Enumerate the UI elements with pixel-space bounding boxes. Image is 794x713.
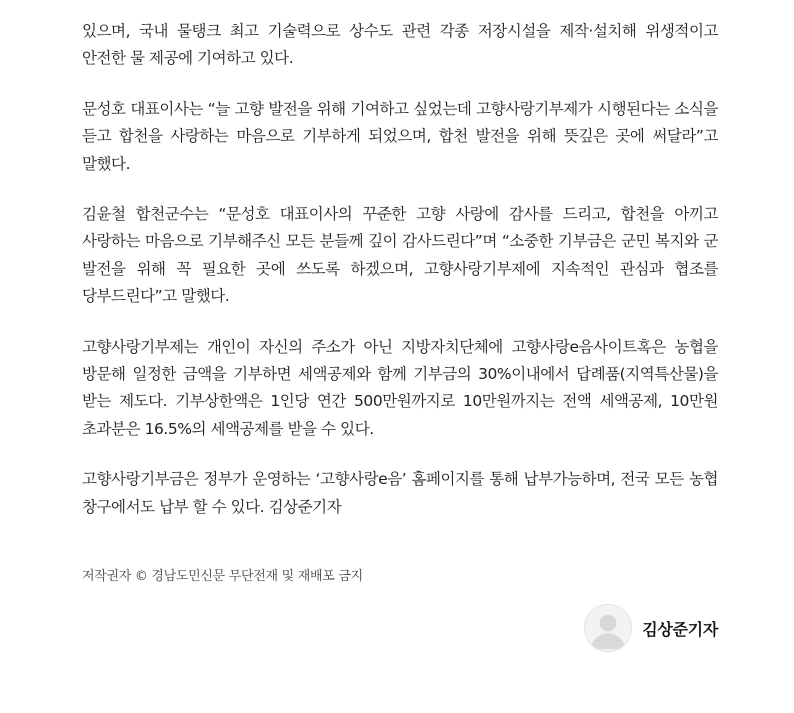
article-paragraph: 고향사랑기부제는 개인이 자신의 주소가 아닌 지방자치단체에 고향사랑e음사이트혹은 농협을 방문해 일정한 금액을 기부하면 세액공제와 함께 기부금의 30%이내에서 답례품(지역특산물)을 받는 제도다. 기부상한액은 1인당 연간 500만원까지로 10만원까지는 전액 세액공제, 10만원 초과분은 16.5%의 세액공제를 받을 수 있다. <box>82 337 718 438</box>
reporter-name[interactable]: 김상준기자 <box>642 619 718 639</box>
article-paragraph: 문성호 대표이사는 “늘 고향 발전을 위해 기여하고 싶었는데 고향사랑기부제가 시행된다는 소식을 듣고 합천을 사랑하는 마음으로 기부하게 되었으며, 합천 발전을 위해 뜻깊은 곳에 써달라”고 말했다. <box>82 99 718 173</box>
user-silhouette-icon <box>585 605 631 651</box>
article-paragraph: 김윤철 합천군수는 “문성호 대표이사의 꾸준한 고향 사랑에 감사를 드리고, 합천을 아끼고 사랑하는 마음으로 기부해주신 모든 분들께 깊이 감사드린다”며 “소중한 기부금은 군민 복지와 군 발전을 위해 꼭 필요한 곳에 쓰도록 하겠으며, 고향사랑기부제에 지속적인 관심과 협조를 당부드린다”고 말했다. <box>82 205 718 306</box>
article-paragraph: 있으며, 국내 물탱크 최고 기술력으로 상수도 관련 각종 저장시설을 제작·설치해 위생적이고 안전한 물 제공에 기여하고 있다. <box>82 22 718 68</box>
copyright-notice: 저작권자 © 경남도민신문 무단전재 및 재배포 금지 <box>82 569 363 584</box>
article-body <box>82 18 718 544</box>
reporter-avatar[interactable] <box>584 604 632 652</box>
article-paragraph: 고향사랑기부금은 정부가 운영하는 ‘고향사랑e음’ 홈페이지를 통해 납부가능하며, 전국 모든 농협 창구에서도 납부 할 수 있다. 김상준기자 <box>82 470 718 516</box>
reporter-byline[interactable] <box>584 604 718 652</box>
